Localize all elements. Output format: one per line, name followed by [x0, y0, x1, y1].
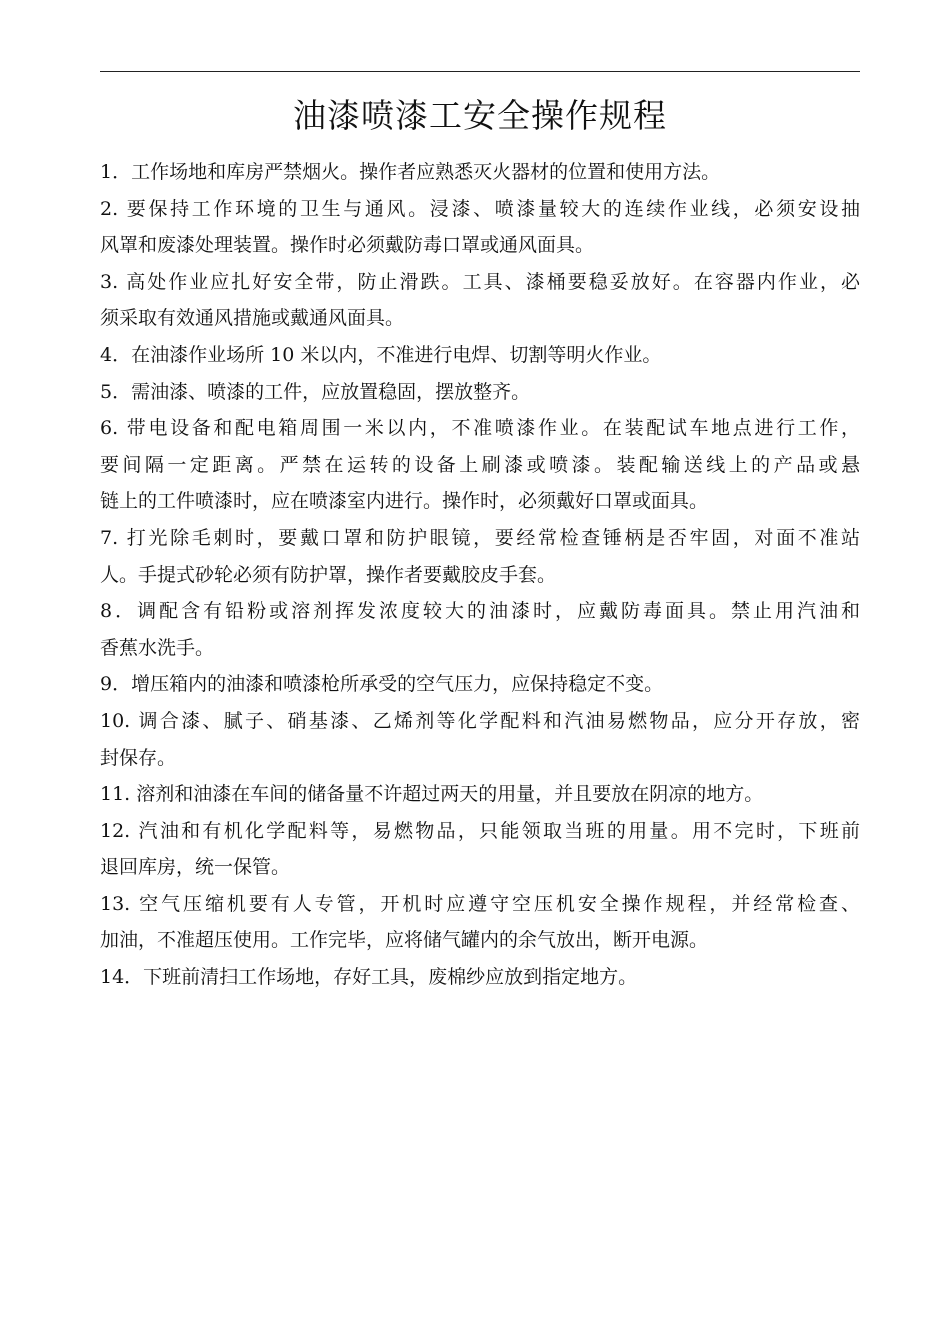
document-body — [100, 154, 860, 996]
text-line: 人。手提式砂轮必须有防护罩，操作者要戴胶皮手套。 — [100, 563, 557, 586]
text-line: 香蕉水洗手。 — [100, 636, 215, 659]
text-line: 加油，不准超压使用。工作完毕，应将储气罐内的余气放出，断开电源。 — [100, 929, 709, 952]
text-line: 风罩和废漆处理装置。操作时必须戴防毒口罩或通风面具。 — [100, 234, 595, 257]
text-line: 12. 汽油和有机化学配料等，易燃物品，只能领取当班的用量。用不完时，下班前 — [100, 819, 860, 842]
text-line: 8．调配含有铅粉或溶剂挥发浓度较大的油漆时，应戴防毒面具。禁止用汽油和 — [100, 600, 860, 623]
text-line: 要间隔一定距离。严禁在运转的设备上刷漆或喷漆。装配输送线上的产品或悬 — [100, 453, 860, 476]
text-line: 9．增压箱内的油漆和喷漆枪所承受的空气压力，应保持稳定不变。 — [100, 673, 664, 696]
document-title: 油漆喷漆工安全操作规程 — [293, 96, 667, 135]
text-line: 14．下班前清扫工作场地，存好工具，废棉纱应放到指定地方。 — [100, 966, 638, 989]
text-line: 6. 带电设备和配电箱周围一米以内，不准喷漆作业。在装配试车地点进行工作， — [100, 417, 860, 440]
text-line: 退回库房，统一保管。 — [100, 856, 291, 879]
text-line: 11. 溶剂和油漆在车间的储备量不许超过两天的用量，并且要放在阴凉的地方。 — [100, 783, 764, 806]
text-line: 10. 调合漆、腻子、硝基漆、乙烯剂等化学配料和汽油易燃物品，应分开存放，密 — [100, 709, 860, 732]
text-line: 7. 打光除毛刺时，要戴口罩和防护眼镜，要经常检查锤柄是否牢固，对面不准站 — [100, 526, 860, 549]
header-rule — [100, 71, 860, 72]
text-line: 封保存。 — [100, 746, 177, 769]
text-line: 13. 空气压缩机要有人专管，开机时应遵守空压机安全操作规程，并经常检查、 — [100, 892, 860, 915]
text-line: 2. 要保持工作环境的卫生与通风。浸漆、喷漆量较大的连续作业线，必须安设抽 — [100, 197, 860, 220]
text-line: 5．需油漆、喷漆的工件，应放置稳固，摆放整齐。 — [100, 380, 531, 403]
text-line: 1．工作场地和库房严禁烟火。操作者应熟悉灭火器材的位置和使用方法。 — [100, 161, 721, 183]
text-line: 须采取有效通风措施或戴通风面具。 — [100, 307, 405, 330]
text-line: 3. 高处作业应扎好安全带，防止滑跌。工具、漆桶要稳妥放好。在容器内作业，必 — [100, 270, 860, 293]
text-line: 4．在油漆作业场所 10 米以内，不准进行电焊、切割等明火作业。 — [100, 343, 662, 366]
text-line: 链上的工件喷漆时，应在喷漆室内进行。操作时，必须戴好口罩或面具。 — [100, 490, 709, 513]
